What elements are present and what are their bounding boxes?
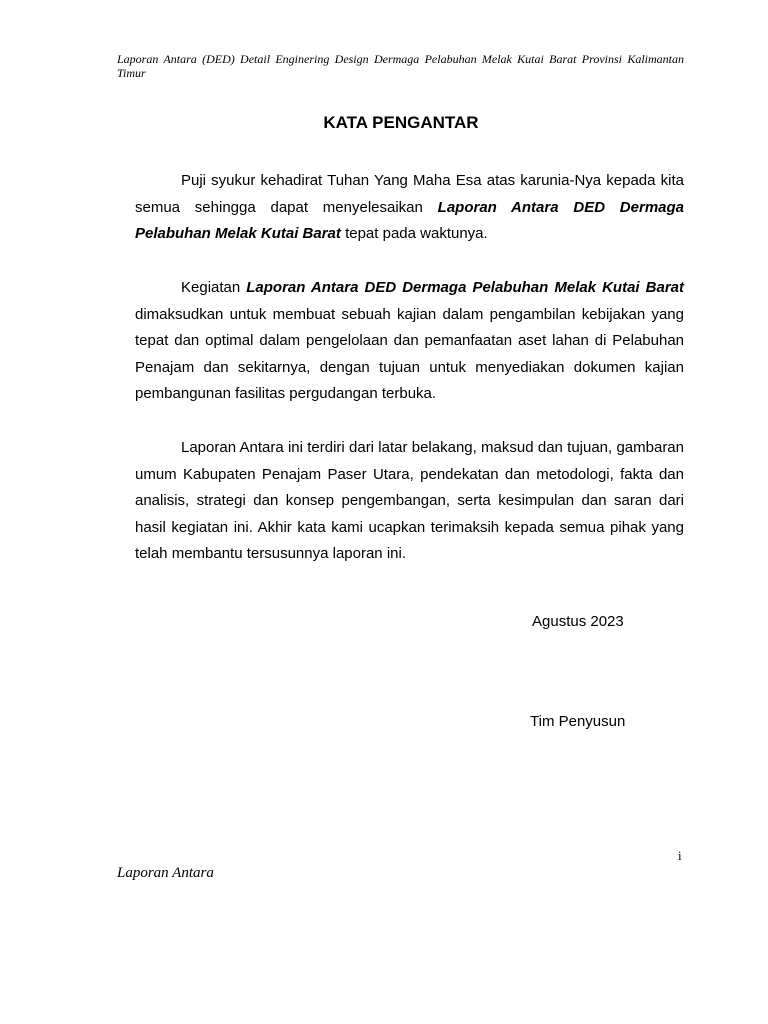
running-footer: Laporan Antara — [117, 865, 214, 881]
paragraph-1-emphasis: Laporan Antara DED Dermaga Pelabuhan Melak Kutai Barat — [135, 198, 685, 242]
page-number: i — [678, 848, 682, 863]
paragraph-1 — [135, 168, 684, 248]
paragraph-1-intro: Puji syukur kehadirat Tuhan Yang Maha Esa atas karunia-Nya kepada kita semua sehingga dapat menyelesaikan — [135, 172, 684, 216]
paragraph-2-emphasis: Laporan Antara DED Dermaga Pelabuhan Melak Kutai Barat — [246, 279, 684, 296]
page-title: KATA PENGANTAR — [323, 113, 479, 132]
date-line: Agustus 2023 — [532, 613, 624, 630]
paragraph-1-ending: tepat pada waktunya. — [340, 225, 488, 242]
paragraph-3-text: Laporan Antara ini terdiri dari latar belakang, maksud dan tujuan, gambaran umum Kabupaten Penajam Paser Utara, pendekatan dan metodologi, fakta dan analisis, strategi dan konsep pengembangan, serta kesimpulan dan saran dari hasil kegiatan ini. Akhir kata kami ucapkan terimaksih kepada semua pihak yang telah membantu tersusunnya laporan ini. — [135, 439, 684, 562]
paragraph-2-ending: dimaksudkan untuk membuat sebuah kajian dalam pengambilan kebijakan yang tepat dan optimal dalam pengelolaan dan pemanfaatan aset lahan di Pelabuhan Penajam dan sekitarnya, dengan tujuan untuk menyediakan dokumen kajian pembangunan fasilitas pergudangan terbuka. — [135, 305, 684, 402]
signature-line: Tim Penyusun — [530, 713, 626, 730]
paragraph-3 — [135, 435, 684, 568]
paragraph-2-intro: Kegiatan — [181, 279, 247, 296]
paragraph-2 — [135, 275, 684, 408]
running-header: Laporan Antara (DED) Detail Enginering Design Dermaga Pelabuhan Melak Kutai Barat Provinsi Kalimantan Timur — [117, 52, 684, 80]
